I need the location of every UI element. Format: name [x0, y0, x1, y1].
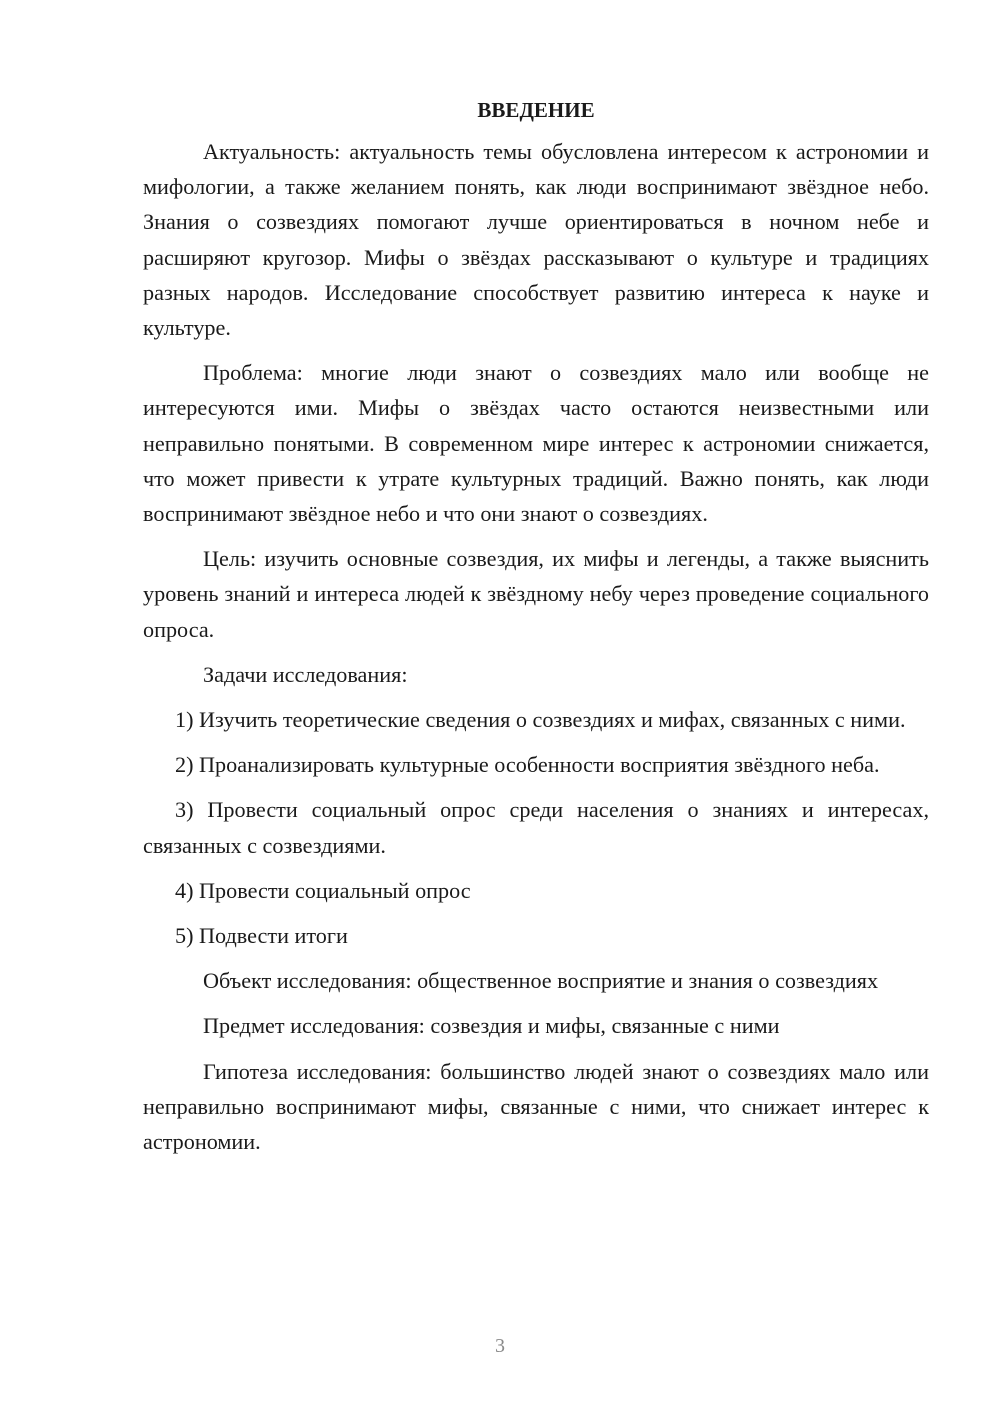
task-item-3: 3) Провести социальный опрос среди населения о знаниях и интересах, связанных с созвездиями.	[143, 797, 929, 858]
section-title: ВВЕДЕНИЕ	[477, 98, 595, 122]
hypothesis-paragraph: Гипотеза исследования: большинство людей знают о созвездиях мало или неправильно воспринимают мифы, связанные с ними, что снижает интерес к астрономии.	[143, 1058, 929, 1155]
object-paragraph: Объект исследования: общественное восприятие и знания о созвездиях	[203, 968, 879, 994]
subject-paragraph: Предмет исследования: созвездия и мифы, связанные с ними	[203, 1013, 780, 1039]
page-number: 3	[495, 1335, 505, 1357]
goal-paragraph: Цель: изучить основные созвездия, их мифы и легенды, а также выяснить уровень знаний и интереса людей к звёздному небу через проведение социального опроса.	[143, 546, 929, 642]
task-item-1: 1) Изучить теоретические сведения о созвездиях и мифах, связанных с ними.	[175, 707, 906, 733]
task-item-5: 5) Подвести итоги	[175, 923, 348, 949]
problem-paragraph: Проблема: многие люди знают о созвездиях мало или вообще не интересуются ими. Мифы о звёздах часто остаются неизвестными или неправильно понятыми. В современном мире интерес к астрономии снижается, что может привести к утрате культурных традиций. Важно понять, как люди воспринимают звёздное небо и что они знают о созвездиях.	[143, 360, 929, 527]
tasks-heading: Задачи исследования:	[203, 661, 408, 687]
task-item-4: 4) Провести социальный опрос	[175, 877, 471, 903]
relevance-paragraph: Актуальность: актуальность темы обусловлена интересом к астрономии и мифологии, а также желанием понять, как люди воспринимают звёздное небо. Знания о созвездиях помогают лучше ориентироваться в ночном небе и расширяют кругозор. Мифы о звёздах рассказывают о культуре и традициях разных народов. Исследование способствует развитию интереса к науке и культуре.	[143, 139, 929, 341]
document-page	[143, 92, 929, 1169]
task-item-2: 2) Проанализировать культурные особенности восприятия звёздного неба.	[175, 752, 880, 778]
